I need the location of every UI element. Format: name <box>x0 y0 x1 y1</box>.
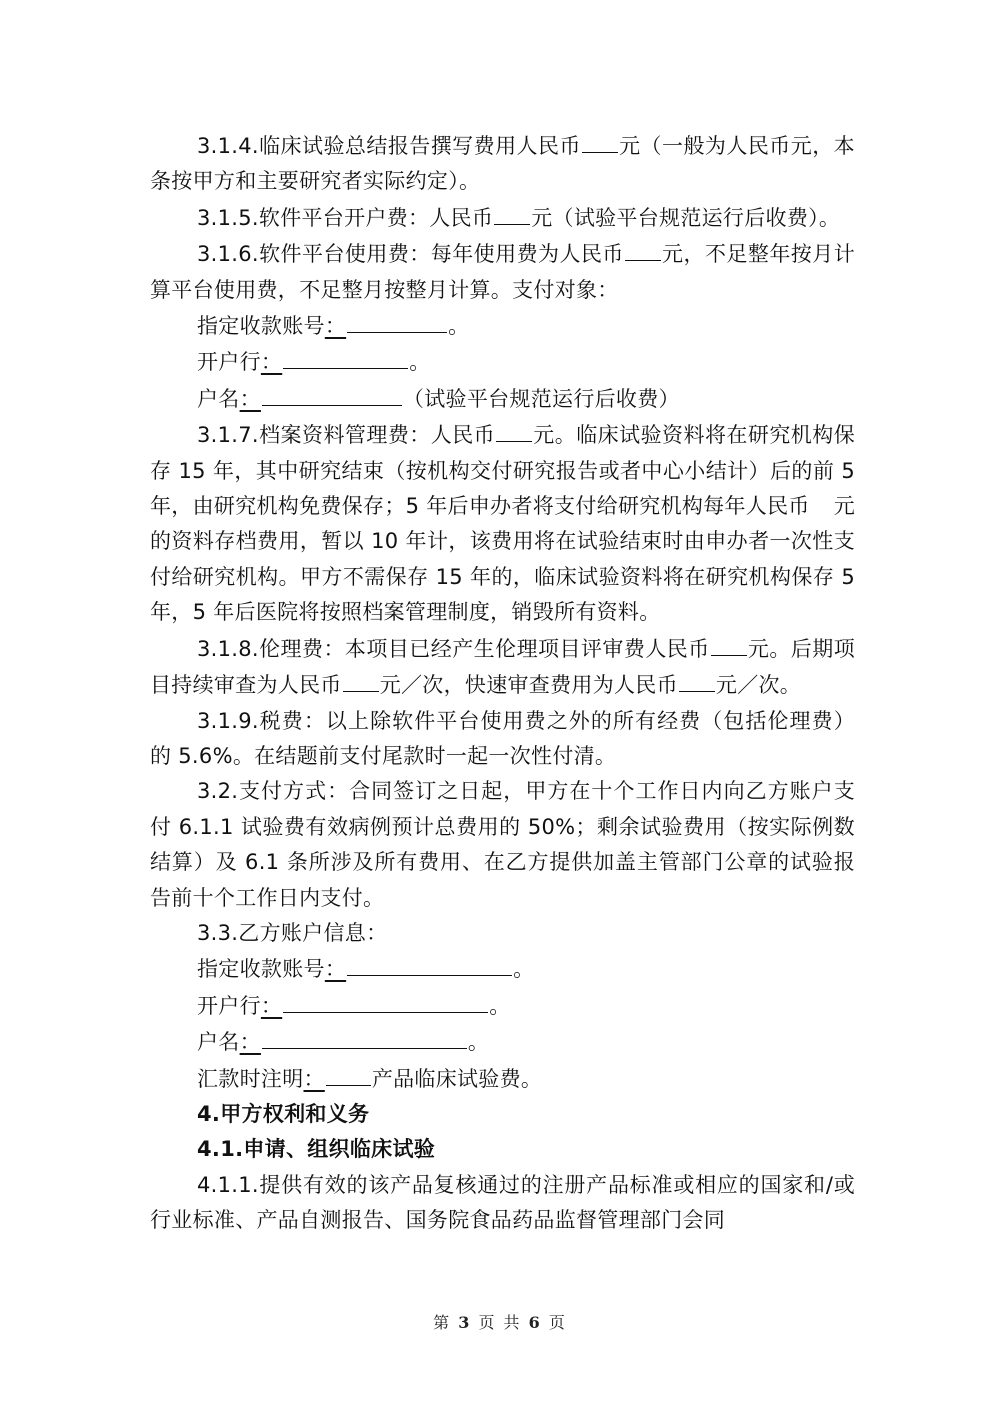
account-label: 指定收款账号 <box>197 957 325 982</box>
clause-text: 3.1.8.伦理费：本项目已经产生伦理项目评审费人民币 <box>197 636 710 661</box>
blank-line <box>343 667 379 692</box>
clause-text: 元／次。 <box>715 673 802 698</box>
clause-3-1-9: 3.1.9.税费：以上除软件平台使用费之外的所有经费（包括伦理费）的 5.6%。在结题前支付尾款时一起一次性付清。 <box>150 708 855 768</box>
clause-text: 元。临床试验资料将在研究机构保存 15 年，其中研究结束（按机构交付研究报告或者中心小结计）后的前 5 年，由研究机构免费保存；5 年后申办者将支付给研究机构每年人民币 <box>150 423 856 519</box>
account-label: 指定收款账号 <box>197 314 325 339</box>
blank-line <box>582 128 618 153</box>
footer-text: 第 <box>433 1313 452 1332</box>
clause-4-1-1: 4.1.1.提供有效的该产品复核通过的注册产品标准或相应的国家和/或行业标准、产品自测报告、国务院食品药品监督管理部门会同 <box>150 1172 855 1233</box>
document-body <box>150 128 855 1239</box>
colon: ： <box>239 386 261 411</box>
clause-text: 3.1.7.档案资料管理费：人民币 <box>197 423 496 448</box>
clause-text: 3.1.4.临床试验总结报告撰写费用人民币 <box>197 134 581 158</box>
clause-text: 3.1.6.软件平台使用费：每年使用费为人民币 <box>197 242 624 267</box>
remittance-note-line <box>150 1061 855 1097</box>
section-heading-4: 4.甲方权利和义务 <box>197 1101 370 1126</box>
payee-name-line <box>150 381 855 417</box>
name-blank <box>262 381 402 406</box>
clause-3-2: 3.2.支付方式：合同签订之日起，甲方在十个工作日内向乙方账户支付 6.1.1 试验费有效病例预计总费用的 50%；剩余试验费用（按实际例数结算）及 6.1 条所涉及所有费用、在乙方提供加盖主管部门公章的试验报告前十个工作日内支付。 <box>150 779 855 910</box>
name-label: 户名 <box>197 386 240 411</box>
party-b-account-line <box>150 951 855 987</box>
name-blank <box>262 1024 467 1049</box>
period: 。 <box>409 350 431 375</box>
colon: ： <box>303 1066 325 1091</box>
party-b-bank-line <box>150 988 855 1024</box>
clause-3-1-6 <box>150 236 855 308</box>
remit-blank <box>326 1061 371 1086</box>
footer-text: 页 <box>548 1313 567 1332</box>
period: 。 <box>513 957 535 982</box>
remit-label: 汇款时注明 <box>197 1066 304 1091</box>
clause-text: 3.1.5.软件平台开户费：人民币 <box>197 205 494 230</box>
payee-bank-line <box>150 344 855 380</box>
clause-text: 元／次，快速审查费用为人民币 <box>379 673 678 698</box>
section-heading-4-1: 4.1.申请、组织临床试验 <box>197 1137 436 1162</box>
payee-account-line <box>150 308 855 344</box>
clause-text: 元（一般为人民币元，本条按甲方和主要研究者实际约定）。 <box>150 134 855 194</box>
clause-3-1-4 <box>150 128 855 200</box>
blank-line <box>496 417 532 442</box>
clause-text: 元（试验平台规范运行后收费）。 <box>531 205 841 230</box>
blank-line <box>711 631 747 656</box>
remit-note: 产品临床试验费。 <box>371 1066 543 1091</box>
colon: ： <box>260 350 283 375</box>
party-b-name-line <box>150 1024 855 1060</box>
name-label: 户名 <box>197 1030 240 1055</box>
colon: ： <box>324 957 347 982</box>
total-pages: 6 <box>528 1313 542 1332</box>
account-blank <box>347 951 512 976</box>
clause-text: 元的资料存档费用，暂以 10 年计，该费用将在试验结束时由申办者一次性支付给研究机构。甲方不需保存 15 年的，临床试验资料将在研究机构保存 5 年，5 年后医院将按照档案管理制度，销毁所有资料。 <box>150 494 855 625</box>
page-footer <box>0 1310 1000 1333</box>
clause-3-1-5 <box>150 200 855 236</box>
bank-label: 开户行 <box>197 993 261 1018</box>
blank-line <box>625 236 661 261</box>
clause-text: 元，不足整年按月计算平台使用费，不足整月按整月计算。支付对象： <box>150 242 856 302</box>
period: 。 <box>448 314 470 339</box>
bank-blank <box>283 344 408 369</box>
clause-3-1-7 <box>150 417 855 630</box>
colon: ： <box>324 314 347 339</box>
name-note: （试验平台规范运行后收费） <box>402 386 680 411</box>
account-blank <box>347 308 447 333</box>
bank-label: 开户行 <box>197 350 261 375</box>
clause-3-1-8 <box>150 631 855 704</box>
clause-text: 元。后期项目持续审查为人民币 <box>150 636 855 698</box>
blank-line <box>679 667 715 692</box>
footer-text: 页 共 <box>478 1313 522 1332</box>
period: 。 <box>489 993 511 1018</box>
colon: ： <box>239 1030 261 1055</box>
colon: ： <box>260 993 283 1018</box>
period: 。 <box>467 1030 490 1055</box>
bank-blank <box>283 988 488 1013</box>
blank-line <box>494 200 530 225</box>
clause-3-3: 3.3.乙方账户信息： <box>197 920 388 945</box>
page-number: 3 <box>458 1313 472 1332</box>
